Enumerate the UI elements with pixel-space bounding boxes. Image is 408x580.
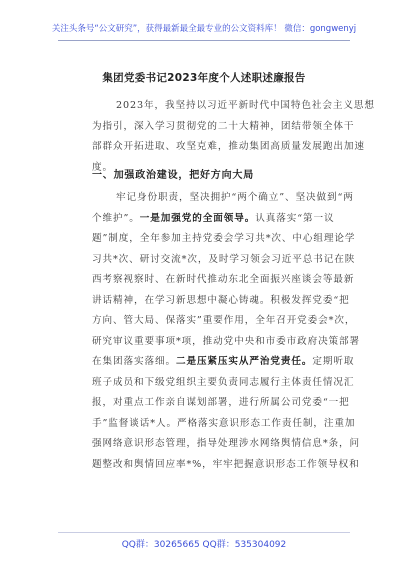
body-line: [92, 455, 360, 476]
body-text-run: 习共*次、研讨交流*次，及时学习领会习近平总书记在陕: [92, 253, 356, 265]
body-text-run: 研究审议重要事项*项，推动党中央和市委市政府决策部署: [92, 335, 361, 347]
body-line: [92, 393, 350, 414]
intro-line: 部群众开拓进取、攻坚克难，推动集团高质量发展跑出加速: [92, 141, 365, 152]
intro-line: 度。: [92, 161, 113, 173]
body-text-run: 班子成员和下级党组织主要负责同志履行主体责任情况汇: [92, 376, 355, 388]
body-text-run: 手”监督谈话*人。严格落实意识形态工作责任制，注重加: [92, 417, 356, 429]
body-text-run: 在集团落实落细。: [92, 356, 176, 367]
body-line: [92, 250, 356, 271]
footer-contact: QQ群：30265665 QQ群：535304092: [121, 540, 287, 550]
body-text-run: 题”制度，全年参加主持党委会学习共*次、中心组理论学: [92, 233, 356, 244]
emphasis-run: 二是压紧压实从严治党责任。: [175, 356, 313, 367]
document-title: 集团党委书记2023年度个人述职述廉报告: [102, 72, 306, 84]
body-text-run: 题整改和舆情回应率*%，牢牢把握意识形态工作领导权和: [92, 458, 360, 470]
body-line: [92, 311, 356, 332]
body-text-run: 讲话精神，在学习新思想中凝心铸魂。积极发挥党委“把: [92, 294, 350, 306]
body-text-run: 强网络意识形态管理，指导处理涉水网络舆情信息*条，问: [92, 438, 361, 449]
body-text-run: 牢记身份职责，坚决拥护“两个确立”、坚决做到“两: [116, 192, 354, 203]
body-text-run: 个维护”。: [92, 212, 140, 224]
body-line: [92, 352, 355, 373]
intro-line: 2023年，我坚持以习近平新时代中国特色社会主义思想: [116, 100, 375, 111]
section-heading: 一、加强政治建设，把好方向大局: [92, 170, 254, 181]
body-line: [92, 373, 355, 394]
body-line: [92, 291, 350, 312]
body-text-run: 认真落实“第一议: [255, 212, 335, 224]
body-line: [92, 229, 356, 250]
section1-paragraph: [92, 188, 361, 475]
body-text-run: 报，对重点工作亲自谋划部署，进行所属公司党委“一把: [92, 397, 350, 408]
footer-divider: [58, 532, 350, 533]
body-line: [92, 434, 361, 455]
header-divider: [58, 40, 350, 41]
emphasis-run: 一是加强党的全面领导。: [139, 212, 256, 224]
body-line: [92, 209, 335, 230]
intro-line: 为指引，深入学习贯彻党的二十大精神，团结带领全体干: [92, 120, 355, 132]
body-line: [92, 414, 356, 435]
body-text-run: 方向、管大局、保落实”重要作用，全年召开党委会*次，: [92, 315, 356, 326]
body-text-run: 定期听取: [312, 356, 355, 367]
body-text-run: 西考察视察时、在新时代推动东北全面振兴座谈会等最新: [92, 274, 355, 285]
body-line: [92, 188, 354, 209]
body-line: [92, 270, 355, 291]
body-line: [92, 332, 361, 353]
header-banner: 关注头条号“公文研究”，获得最新最全最专业的公文资料库！ 微信：gongwenyj: [51, 24, 357, 34]
